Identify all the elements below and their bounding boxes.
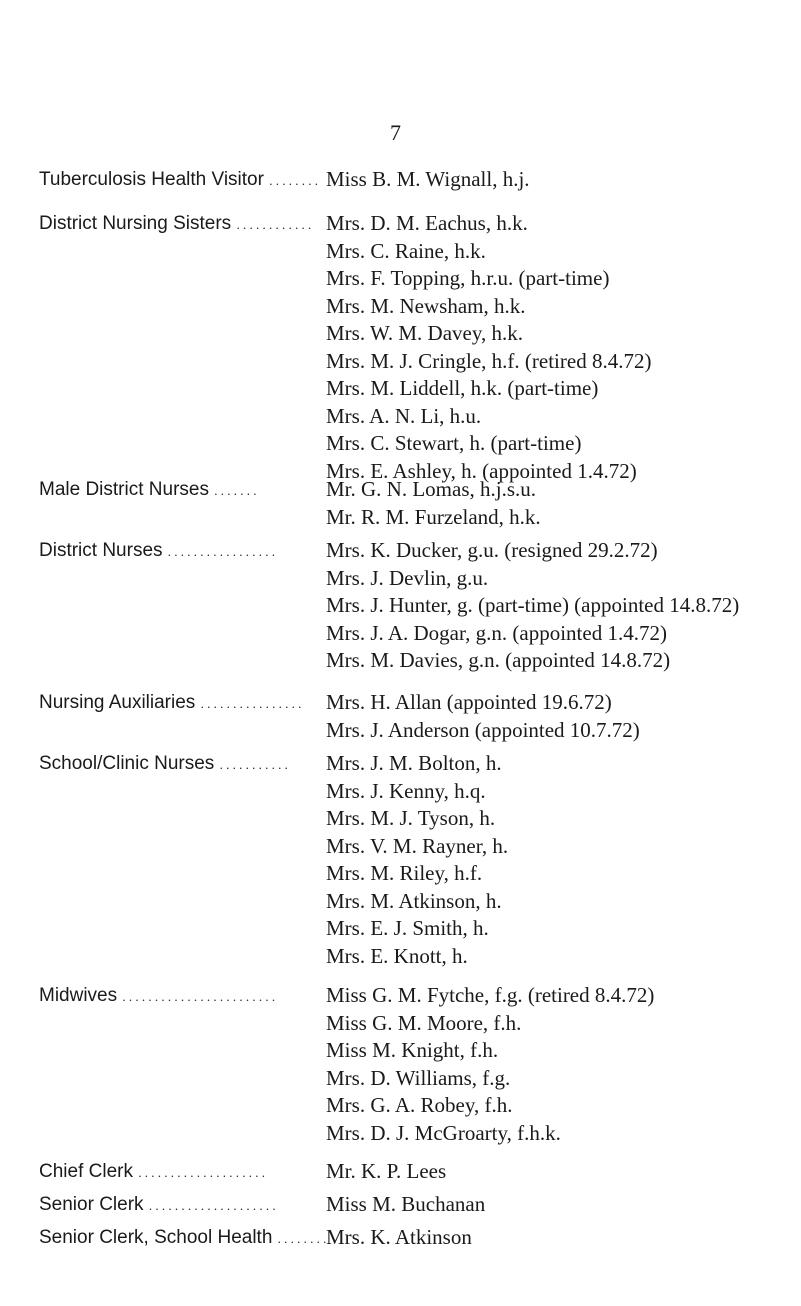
staff-name: Mr. G. N. Lomas, h.j.s.u. (326, 477, 536, 501)
staff-name: Mrs. F. Topping, h.r.u. (part-time) (326, 266, 610, 290)
staff-list-senior-clerk-school-health (326, 1224, 777, 1252)
staff-name: Mrs. J. Hunter, g. (part-time) (appointed 14.8.72) (326, 593, 740, 617)
staff-name: Miss B. M. Wignall, h.j. (326, 167, 530, 191)
staff-name: Miss G. M. Moore, f.h. (326, 1010, 522, 1035)
staff-name: Mrs. E. J. Smith, h. (326, 916, 489, 940)
staff-name: Mrs. A. N. Li, h.u. (326, 403, 482, 428)
staff-list-nursing-auxiliaries (326, 689, 777, 744)
staff-name: Mrs. M. Atkinson, h. (326, 888, 502, 913)
staff-list-midwives (326, 982, 777, 1147)
role-title: Midwives (39, 985, 118, 1006)
staff-name: Mrs. H. Allan (appointed 19.6.72) (326, 690, 612, 714)
staff-name: Mrs. E. Knott, h. (326, 943, 468, 968)
dot-leader: . . . . . . . . . . . . . . . . . . . . (148, 1198, 276, 1213)
staff-name: Mrs. J. M. Bolton, h. (326, 751, 502, 775)
staff-list-tuberculosis-health-visitor (326, 166, 777, 194)
role-title: School/Clinic Nurses (39, 753, 215, 774)
dot-leader: . . . . . . . . . . . . (236, 217, 312, 232)
staff-name: Mr. R. M. Furzeland, h.k. (326, 504, 541, 529)
staff-list-senior-clerk (326, 1191, 777, 1219)
staff-name: Mrs. M. Newsham, h.k. (326, 293, 526, 318)
role-label-senior-clerk (39, 1193, 276, 1218)
dot-leader: . . . . . . . (214, 483, 257, 498)
dot-leader: . . . . . . . . . . . . . . . . . (167, 544, 276, 559)
staff-name: Mrs. M. J. Cringle, h.f. (retired 8.4.72) (326, 348, 652, 373)
staff-name: Mrs. V. M. Rayner, h. (326, 833, 509, 858)
role-label-district-nurses (39, 539, 275, 564)
staff-name: Mrs. K. Ducker, g.u. (resigned 29.2.72) (326, 538, 658, 562)
role-title: Senior Clerk, School Health (39, 1227, 273, 1248)
role-label-male-district-nurses (39, 478, 257, 503)
role-title: District Nursing Sisters (39, 213, 232, 234)
role-label-school-clinic-nurses (39, 752, 288, 777)
staff-name: Mrs. J. Anderson (appointed 10.7.72) (326, 717, 640, 742)
staff-list-chief-clerk (326, 1158, 777, 1186)
staff-name: Miss M. Knight, f.h. (326, 1038, 499, 1062)
staff-list-district-nurses (326, 537, 777, 675)
staff-list-school-clinic-nurses (326, 750, 777, 970)
role-label-senior-clerk-school-health (39, 1226, 326, 1251)
staff-name: Mr. K. P. Lees (326, 1159, 447, 1183)
staff-name: Mrs. W. M. Davey, h.k. (326, 321, 523, 345)
staff-name: Mrs. M. Liddell, h.k. (part-time) (326, 376, 599, 400)
staff-list-district-nursing-sisters (326, 210, 777, 485)
staff-name: Mrs. G. A. Robey, f.h. (326, 1093, 513, 1117)
staff-name: Mrs. M. Davies, g.n. (appointed 14.8.72) (326, 648, 671, 672)
role-title: Nursing Auxiliaries (39, 692, 196, 713)
dot-leader: . . . . . . . . (269, 173, 318, 188)
role-label-district-nursing-sisters (39, 212, 311, 237)
staff-list-male-district-nurses (326, 476, 777, 531)
staff-name: Mrs. J. A. Dogar, g.n. (appointed 1.4.72) (326, 620, 667, 645)
staff-name: Mrs. D. J. McGroarty, f.h.k. (326, 1120, 561, 1145)
staff-name: Mrs. M. Riley, h.f. (326, 861, 483, 885)
role-label-nursing-auxiliaries (39, 691, 301, 716)
staff-name: Mrs. M. J. Tyson, h. (326, 806, 496, 830)
staff-name: Mrs. J. Kenny, h.q. (326, 778, 486, 803)
dot-leader: . . . . . . . . (277, 1231, 327, 1246)
dot-leader: . . . . . . . . . . . . . . . . . . . . (138, 1165, 266, 1180)
staff-name: Miss M. Buchanan (326, 1192, 486, 1216)
role-label-tuberculosis-health-visitor (39, 168, 318, 193)
role-title: District Nurses (39, 540, 163, 561)
page-number: 7 (390, 120, 401, 145)
dot-leader: . . . . . . . . . . . . . . . . (200, 696, 302, 711)
staff-name: Miss G. M. Fytche, f.g. (retired 8.4.72) (326, 983, 655, 1007)
role-title: Chief Clerk (39, 1161, 133, 1182)
dot-leader: . . . . . . . . . . . (219, 757, 288, 772)
staff-name: Mrs. D. Williams, f.g. (326, 1065, 511, 1090)
dot-leader: . . . . . . . . . . . . . . . . . . . . . . . . (122, 989, 276, 1004)
staff-name: Mrs. C. Stewart, h. (part-time) (326, 431, 582, 455)
staff-name: Mrs. E. Ashley, h. (appointed 1.4.72) (326, 458, 637, 483)
staff-name: Mrs. C. Raine, h.k. (326, 238, 486, 263)
role-title: Senior Clerk (39, 1194, 144, 1215)
staff-name: Mrs. D. M. Eachus, h.k. (326, 211, 528, 235)
role-label-midwives (39, 984, 275, 1009)
role-title: Tuberculosis Health Visitor (39, 169, 264, 190)
role-title: Male District Nurses (39, 479, 209, 500)
staff-name: Mrs. J. Devlin, g.u. (326, 565, 489, 590)
role-label-chief-clerk (39, 1160, 265, 1185)
staff-name: Mrs. K. Atkinson (326, 1225, 472, 1249)
